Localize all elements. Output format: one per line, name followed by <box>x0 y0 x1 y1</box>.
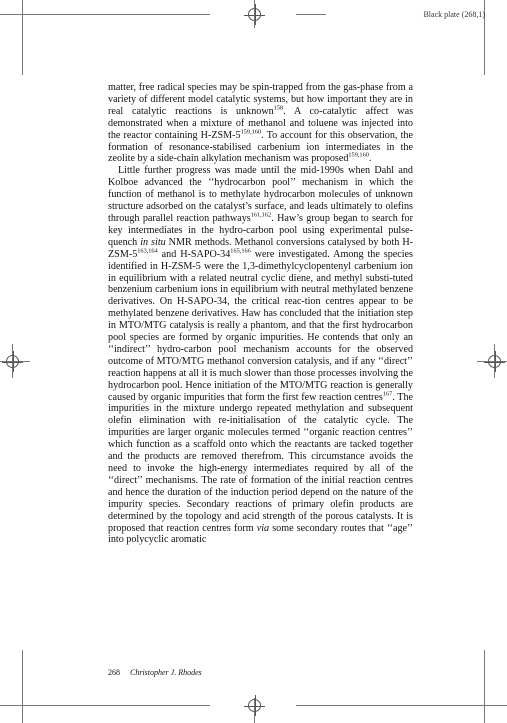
body-text <box>108 82 413 546</box>
text-run: . To account for this observation, the formation of resonance-stabilised carbenium ion intermediates in the zeolite by a side-chain alkylation mechanism was proposed <box>108 129 413 165</box>
text-run: . A co-catalytic affect was demonstrated when a mixture of methanol and toluene was injected into the reactor containing H-ZSM-5 <box>108 105 414 141</box>
citation: 161,162 <box>250 211 272 219</box>
citation: 159,160 <box>348 152 369 160</box>
page-footer <box>108 668 202 677</box>
text-run: NMR methods. Methanol conversions catalysed by both H-ZSM-5 <box>108 236 413 260</box>
citation: 159,160 <box>240 128 262 136</box>
text-run: matter, free radical species may be spin-trapped from the gas-phase from a variety of different model catalytic systems, but how important they are in real catalytic reactions is unknown <box>108 82 413 117</box>
running-author: Christopher J. Rhodes <box>130 668 202 677</box>
crop-mark <box>22 0 23 75</box>
registration-mark-icon <box>6 355 19 368</box>
plate-label: Black plate (268,1) <box>423 10 485 19</box>
crop-mark <box>22 650 23 723</box>
crop-mark <box>296 14 326 15</box>
text-run: . The impurities in the mixture undergo repeated methylation and subsequent olefin elimination with re-initialisation of the catalytic cycle. The impurities are larger organic molecules termed ‘‘organic reaction centres’’ which function as a scaffold onto which the reactants are tacked together and the products are removed therefrom. This circumstance avoids the need to invoke the high-energy intermediates required by all of the ‘‘direct’’ mechanisms. The rate of formation of the initial reaction centres and hence the duration of the induction period depend on the nature of the impurity species. Secondary reactions of primary olefin products are determined by the topology and acid strength of the porous catalysts. It is proposed that reaction centres form <box>108 391 413 534</box>
text-run: Little further progress was made until the mid-1990s when Dahl and Kolboe advanced the ‘‘hydrocarbon pool’’ mechanism in which the function of methanol is to methylate hydrocarbon molecules of unknown structure adsorbed on the catalyst’s surface, and leads ultimately to olefins through parallel reaction pathways <box>108 165 413 224</box>
crop-mark <box>0 14 210 15</box>
crop-mark <box>484 650 485 723</box>
citation: 158 <box>273 104 284 112</box>
crop-mark <box>0 705 210 706</box>
paragraph <box>108 165 413 546</box>
registration-mark-icon <box>248 699 261 712</box>
registration-mark-icon <box>248 8 261 21</box>
italic-text: in situ <box>140 236 166 248</box>
text-run: . Haw’s group began to search for key intermediates in the hydro-carbon pool using experimental pulse-quench <box>108 212 413 248</box>
paragraph <box>108 82 413 165</box>
citation: 163,164 <box>137 247 158 255</box>
italic-text: via <box>256 522 270 534</box>
citation: 167 <box>382 390 393 398</box>
text-run: some secondary routes that ‘‘age’’ into polycyclic aromatic <box>108 522 413 546</box>
text-run: . <box>368 153 372 165</box>
crop-mark <box>296 705 507 706</box>
registration-mark-icon <box>488 355 501 368</box>
page-number: 268 <box>108 668 120 677</box>
text-run: were investigated. Among the species identified in H-ZSM-5 were the 1,3-dimethylcyclopentenyl carbenium ion in equilibrium with a related neutral cyclic diene, and methyl substi-tuted benzenium carbenium ions in equilibrium with neutral methylated benzene derivatives. On H-SAPO-34, the critical reac-tion centres appear to be methylated benzene derivatives. Haw has concluded that the initiation step in MTO/MTG catalysis is really a phantom, and that the first hydrocarbon pool species are formed by organic impurities. He contends that only an ‘‘indirect’’ hydro-carbon pool mechanism accounts for the observed outcome of MTO/MTG methanol conversion catalysis, and if any ‘‘direct’’ reaction happens at all it is much slower than those processes involving the hydrocarbon pool. Hence initiation of the MTO/MTG reaction is generally caused by organic impurities that form the first few reaction centres <box>108 248 413 403</box>
text-run: and H-SAPO-34 <box>157 248 231 260</box>
citation: 165,166 <box>230 247 251 255</box>
